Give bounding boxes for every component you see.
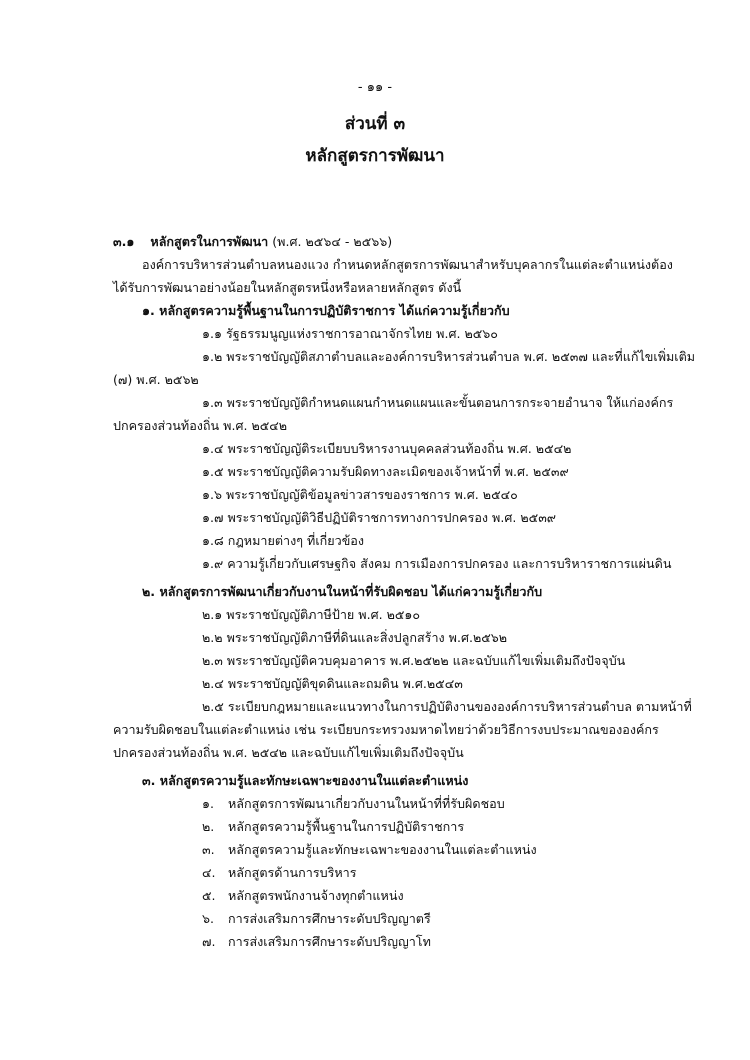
list-item-text: หลักสูตรความรู้พื้นฐานในการปฏิบัติราชการ — [228, 819, 465, 834]
list-item-number: ๒. — [202, 819, 215, 834]
course-2-item-5-cont-1: ความรับผิดชอบในแต่ละตำแหน่ง เช่น ระเบียบกระทรวงมหาดไทยว่าด้วยวิธีการงบประมาณขององค์กร — [113, 722, 659, 737]
list-item — [202, 817, 464, 837]
course-1-item-5: ๑.๕ พระราชบัญญัติความรับผิดทางละเมิดของเจ้าหน้าที่ พ.ศ. ๒๕๓๙ — [202, 464, 569, 479]
course-2-item-1: ๒.๑ พระราชบัญญัติภาษีป้าย พ.ศ. ๒๕๑๐ — [202, 607, 421, 622]
course-3-heading: ๓. หลักสูตรความรู้และทักษะเฉพาะของงานในแต่ละตำแหน่ง — [142, 773, 469, 788]
list-item — [202, 932, 431, 952]
list-item-number: ๖. — [202, 911, 214, 926]
intro-line-2: ได้รับการพัฒนาอย่างน้อยในหลักสูตรหนึ่งหรือหลายหลักสูตร ดังนี้ — [113, 280, 462, 295]
course-1-item-2: ๑.๒ พระราชบัญญัติสภาตำบลและองค์การบริหารส่วนตำบล พ.ศ. ๒๕๓๗ และที่แก้ไขเพิ่มเติม — [202, 349, 696, 364]
course-1-item-1: ๑.๑ รัฐธรรมนูญแห่งราชการอาณาจักรไทย พ.ศ. ๒๕๖๐ — [202, 326, 498, 341]
list-item-number: ๗. — [202, 934, 216, 949]
section-period: (พ.ศ. ๒๕๖๔ - ๒๕๖๖) — [268, 234, 393, 249]
list-item-number: ๕. — [202, 888, 216, 903]
list-item-text: การส่งเสริมการศึกษาระดับปริญญาโท — [228, 934, 431, 949]
course-1-item-3: ๑.๓ พระราชบัญญัติกำหนดแผนกำหนดแผนและขั้นตอนการกระจายอำนาจ ให้แก่องค์กร — [202, 395, 674, 410]
section-title: หลักสูตรในการพัฒนา — [150, 234, 269, 249]
course-1-item-8: ๑.๘ กฎหมายต่างๆ ที่เกี่ยวข้อง — [202, 533, 365, 548]
list-item-text: การส่งเสริมการศึกษาระดับปริญญาตรี — [228, 911, 431, 926]
intro-line-1: องค์การบริหารส่วนตำบลหนองแวง กำหนดหลักสูตรการพัฒนาสำหรับบุคลากรในแต่ละตำแหน่งต้อง — [142, 257, 673, 272]
list-item-text: หลักสูตรความรู้และทักษะเฉพาะของงานในแต่ละตำแหน่ง — [228, 842, 537, 857]
course-2-item-5: ๒.๕ ระเบียบกฎหมายและแนวทางในการปฏิบัติงานขององค์การบริหารส่วนตำบล ตามหน้าที่ — [202, 699, 692, 714]
list-item-number: ๓. — [202, 842, 215, 857]
list-item-text: หลักสูตรด้านการบริหาร — [228, 865, 357, 880]
course-2-item-5-cont-2: ปกครองส่วนท้องถิ่น พ.ศ. ๒๕๔๒ และฉบับแก้ไขเพิ่มเติมถึงปัจจุบัน — [113, 745, 464, 760]
section-number: ๓.๑ — [113, 234, 135, 249]
section-3-1-heading — [113, 232, 392, 252]
course-2-item-3: ๒.๓ พระราชบัญญัติควบคุมอาคาร พ.ศ.๒๕๒๒ และฉบับแก้ไขเพิ่มเติมถึงปัจจุบัน — [202, 653, 626, 668]
course-2-heading: ๒. หลักสูตรการพัฒนาเกี่ยวกับงานในหน้าที่รับผิดชอบ ได้แก่ความรู้เกี่ยวกับ — [142, 584, 543, 599]
course-1-item-6: ๑.๖ พระราชบัญญัติข้อมูลข่าวสารของราชการ พ.ศ. ๒๕๔๐ — [202, 487, 518, 502]
course-1-item-9: ๑.๙ ความรู้เกี่ยวกับเศรษฐกิจ สังคม การเมืองการปกครอง และการบริหาราชการแผ่นดิน — [202, 556, 672, 571]
list-item — [202, 863, 357, 883]
chapter-title: หลักสูตรการพัฒนา — [305, 146, 445, 166]
list-item — [202, 909, 431, 929]
list-item — [202, 886, 404, 906]
course-2-item-2: ๒.๒ พระราชบัญญัติภาษีที่ดินและสิ่งปลูกสร้าง พ.ศ.๒๕๖๒ — [202, 630, 508, 645]
page-number: - ๑๑ - — [357, 80, 393, 95]
list-item — [202, 840, 537, 860]
list-item-number: ๑. — [202, 796, 214, 811]
course-1-item-7: ๑.๗ พระราชบัญญัติวิธีปฏิบัติราชการทางการปกครอง พ.ศ. ๒๕๓๙ — [202, 510, 557, 525]
list-item-text: หลักสูตรการพัฒนาเกี่ยวกับงานในหน้าที่ที่รับผิดชอบ — [228, 796, 505, 811]
course-1-heading: ๑. หลักสูตรความรู้พื้นฐานในการปฏิบัติราชการ ได้แก่ความรู้เกี่ยวกับ — [142, 303, 510, 318]
course-1-item-2-cont: (๗) พ.ศ. ๒๕๖๒ — [113, 372, 199, 387]
list-item — [202, 794, 505, 814]
course-1-item-3-cont: ปกครองส่วนท้องถิ่น พ.ศ. ๒๕๔๒ — [113, 418, 288, 433]
list-item-text: หลักสูตรพนักงานจ้างทุกตำแหน่ง — [228, 888, 404, 903]
part-title: ส่วนที่ ๓ — [344, 114, 406, 134]
course-1-item-4: ๑.๔ พระราชบัญญัติระเบียบบริหารงานบุคคลส่วนท้องถิ่น พ.ศ. ๒๕๔๒ — [202, 441, 572, 456]
list-item-number: ๔. — [202, 865, 216, 880]
course-2-item-4: ๒.๔ พระราชบัญญัติขุดดินและถมดิน พ.ศ.๒๕๔๓ — [202, 676, 463, 691]
